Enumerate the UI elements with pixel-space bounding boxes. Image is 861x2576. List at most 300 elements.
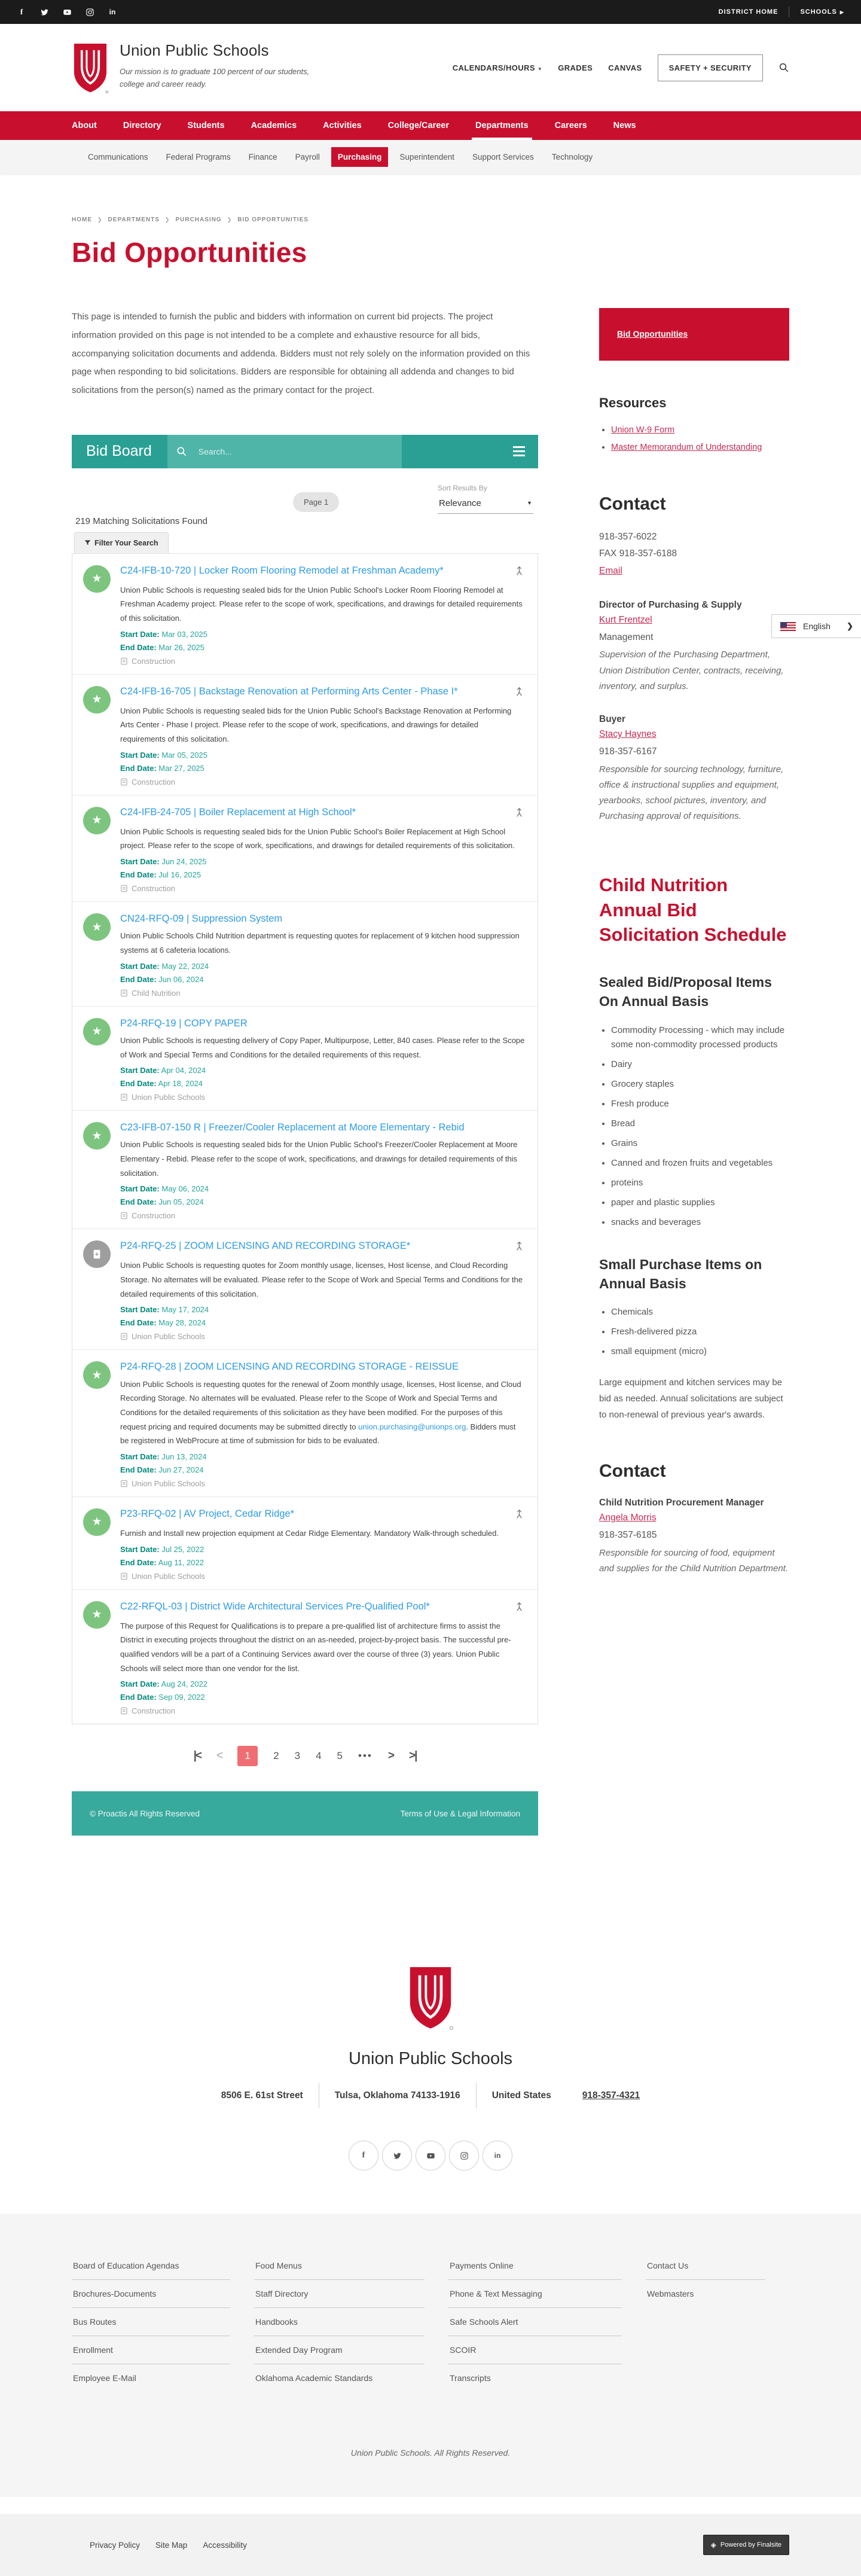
utility-nav-canvas[interactable]	[608, 63, 642, 72]
primary-nav-students[interactable]: Students	[187, 121, 225, 130]
footer-link-extended-day-program[interactable]: Extended Day Program	[254, 2336, 425, 2364]
utility-nav-label: CALENDARS/HOURS	[452, 63, 535, 72]
finalsite-icon: ◈	[710, 2541, 716, 2550]
start-date-label: Start Date:	[120, 629, 160, 639]
bid-start-date	[120, 1452, 526, 1461]
resource-link[interactable]: Master Memorandum of Understanding	[611, 443, 762, 453]
bid-end-date	[120, 870, 526, 879]
primary-nav-departments[interactable]: Departments	[475, 111, 529, 140]
primary-nav-careers[interactable]: Careers	[554, 121, 587, 130]
secondary-nav-superintendent[interactable]: Superintendent	[399, 152, 454, 161]
bid-title-link[interactable]: C24-IFB-24-705 | Boiler Replacement at High School*	[120, 806, 356, 818]
brand-name: Union Public Schools	[120, 41, 269, 59]
footer-link-bus-routes[interactable]: Bus Routes	[72, 2308, 230, 2336]
cn-manager-title: Child Nutrition Procurement Manager	[599, 1497, 764, 1508]
secondary-nav-payroll[interactable]: Payroll	[295, 152, 320, 161]
bid-title-link[interactable]: P24-RFQ-25 | ZOOM LICENSING AND RECORDING STORAGE*	[120, 1240, 411, 1252]
breadcrumb-departments[interactable]: DEPARTMENTS	[108, 217, 160, 223]
previous-page-button[interactable]: <	[216, 1749, 222, 1763]
bid-title-link[interactable]: C22-RFQL-03 | District Wide Architectural Services Pre-Qualified Pool*	[120, 1601, 430, 1612]
resource-item	[611, 440, 789, 455]
footer-link-handbooks[interactable]: Handbooks	[254, 2308, 425, 2336]
footer-link-transcripts[interactable]: Transcripts	[450, 2373, 491, 2383]
utility-nav	[453, 54, 763, 81]
breadcrumb-separator: ❯	[227, 217, 233, 222]
footer-link-staff-directory[interactable]: Staff Directory	[254, 2280, 425, 2308]
bid-category-label: Union Public Schools	[132, 1571, 205, 1581]
bid-start-date	[120, 1545, 526, 1554]
bid-item-body	[120, 685, 526, 786]
powered-label: Powered by Finalsite	[720, 2541, 781, 2549]
bid-start-date	[120, 1679, 526, 1688]
footer-link-board-of-education-agendas[interactable]: Board of Education Agendas	[72, 2252, 230, 2280]
bid-category	[120, 657, 526, 666]
bid-category	[120, 1211, 526, 1220]
start-date-label: Start Date:	[120, 1066, 160, 1075]
secondary-nav-technology[interactable]: Technology	[551, 152, 593, 161]
bid-item-body	[120, 1017, 526, 1102]
end-date-label: End Date:	[120, 1079, 157, 1089]
pagination-ellipsis: •••	[358, 1750, 373, 1762]
bid-start-date	[120, 630, 526, 639]
end-date-value: Mar 26, 2025	[156, 642, 204, 652]
end-date-value: Aug 11, 2022	[156, 1557, 204, 1567]
bid-title-row	[120, 685, 526, 700]
sealed-bid-item: • Commodity Processing - which may include some non-commodity processed products	[611, 1023, 789, 1052]
bid-list-item	[72, 1229, 538, 1350]
bid-end-date	[120, 1079, 526, 1088]
bid-category-label: Construction	[132, 1211, 175, 1221]
bottom-link-site-map[interactable]: Site Map	[155, 2540, 188, 2550]
bid-title-link[interactable]: P24-RFQ-28 | ZOOM LICENSING AND RECORDING STORAGE - REISSUE	[120, 1361, 459, 1373]
bid-title-row	[120, 806, 526, 821]
brand[interactable]	[72, 41, 453, 94]
svg-text:R: R	[106, 91, 108, 94]
footer-link-column	[448, 2252, 646, 2392]
proactis-copyright: © Proactis All Rights Reserved	[90, 1809, 200, 1818]
bid-start-date	[120, 857, 526, 866]
footer-link-scoir[interactable]: SCOIR	[448, 2336, 622, 2364]
content	[72, 308, 853, 1836]
site-footer	[0, 1967, 861, 2576]
footer-link-payments-online[interactable]: Payments Online	[448, 2252, 622, 2280]
brand-text	[120, 41, 317, 91]
bid-list-item	[72, 902, 538, 1007]
footer-phone-link[interactable]: 918-357-4321	[582, 2090, 640, 2101]
cn-manager-description: Responsible for sourcing of food, equipment and supplies for the Child Nutrition Department.	[599, 1547, 788, 1574]
resource-link[interactable]: Union W-9 Form	[611, 425, 675, 435]
bid-title-row	[120, 1600, 526, 1615]
secondary-nav-federal-programs[interactable]: Federal Programs	[166, 152, 231, 161]
footer-link-oklahoma-academic-standards[interactable]: Oklahoma Academic Standards	[255, 2373, 373, 2383]
instagram-icon[interactable]	[85, 7, 94, 17]
bid-board-toolbar	[72, 468, 538, 553]
end-date-label: End Date:	[120, 1557, 157, 1567]
follow-arrow-icon[interactable]	[514, 807, 526, 821]
bid-title-link[interactable]: CN24-RFQ-09 | Suppression System	[120, 913, 283, 924]
bid-start-date	[120, 751, 526, 760]
contact-phone: 918-357-6022	[599, 531, 657, 542]
small-purchase-item: • Fresh-delivered pizza	[611, 1325, 789, 1339]
primary-nav-activities[interactable]: Activities	[323, 121, 362, 130]
start-date-value: Jun 24, 2025	[159, 857, 207, 866]
bid-category	[120, 1332, 526, 1341]
language-label: English	[803, 621, 831, 631]
footer-link-phone-text-messaging[interactable]: Phone & Text Messaging	[448, 2280, 622, 2308]
results-count: 219 Matching Solicitations Found	[75, 516, 207, 526]
start-date-value: Aug 24, 2022	[159, 1679, 207, 1689]
bid-category	[120, 989, 526, 998]
language-selector[interactable]	[771, 614, 861, 638]
small-purchase-heading: Small Purchase Items on Annual Basis	[599, 1256, 762, 1291]
sidebar	[599, 308, 789, 1836]
start-date-value: May 17, 2024	[159, 1305, 209, 1315]
breadcrumb	[72, 173, 789, 223]
bid-description: Union Public Schools Child Nutrition department is requesting quotes for replacement of 9 kitchen hood suppression systems at 6 cafeteria locations.	[120, 931, 520, 955]
top-utility-bar	[0, 0, 861, 24]
follow-arrow-icon[interactable]	[514, 1508, 526, 1523]
star-badge-icon: ★	[83, 1601, 111, 1629]
start-date-label: Start Date:	[120, 1184, 160, 1194]
utility-nav-label: GRADES	[558, 63, 593, 72]
bid-end-date	[120, 1318, 526, 1327]
star-badge-icon: ★	[83, 1122, 111, 1150]
bid-category-label: Construction	[132, 777, 175, 786]
sort-select[interactable]	[438, 492, 533, 514]
primary-nav-academics[interactable]: Academics	[251, 121, 297, 130]
page-indicator-pill: Page 1	[293, 492, 339, 512]
secondary-nav-purchasing[interactable]: Purchasing	[331, 147, 389, 167]
utility-nav-label: SAFETY + SECURITY	[668, 63, 752, 72]
start-date-label: Start Date:	[120, 961, 160, 971]
bid-title-row	[120, 1360, 526, 1373]
chevron-right-icon: ❯	[847, 621, 853, 630]
bid-title-row	[120, 1121, 526, 1134]
bid-title-link[interactable]: P23-RFQ-02 | AV Project, Cedar Ridge*	[120, 1508, 295, 1519]
footer-bottom-links	[90, 2541, 247, 2550]
breadcrumb-home[interactable]: HOME	[72, 217, 92, 223]
bid-start-date	[120, 962, 526, 971]
cn-contact-block	[599, 1496, 789, 1577]
bid-end-date	[120, 1558, 526, 1567]
sealed-bid-item: • Grocery staples	[611, 1077, 789, 1092]
bid-title-link[interactable]: C24-IFB-10-720 | Locker Room Flooring Remodel at Freshman Academy*	[120, 565, 444, 576]
bid-description: Union Public Schools is requesting sealed bids for the Union Public School's Locker Room Flooring Remodel at Freshman Academy project. Please refer to the scope of work, specifications, and drawings for detailed requirements of this solicitation.	[120, 585, 523, 623]
bid-board-widget	[72, 435, 538, 1836]
main-column	[72, 308, 538, 1836]
end-date-label: End Date:	[120, 642, 157, 652]
cn-manager-phone: 918-357-6185	[599, 1529, 657, 1540]
bid-list-item	[72, 1497, 538, 1590]
utility-nav-label: CANVAS	[608, 63, 642, 72]
footer-street: 8506 E. 61st Street	[221, 2090, 303, 2101]
document-badge-icon	[83, 1240, 111, 1268]
topbar-right	[719, 7, 844, 17]
youtube-icon[interactable]	[416, 2141, 445, 2170]
sort-selected-value: Relevance	[439, 498, 481, 508]
bid-end-date	[120, 1693, 526, 1702]
star-badge-icon: ★	[83, 686, 111, 714]
buyer-name-link[interactable]: Stacy Haynes	[599, 729, 657, 740]
bid-list-item	[72, 1590, 538, 1724]
end-date-label: End Date:	[120, 1318, 157, 1328]
resources-list	[611, 423, 789, 456]
bid-category	[120, 1572, 526, 1581]
bottom-link-privacy-policy[interactable]: Privacy Policy	[90, 2540, 141, 2550]
breadcrumb-bid-opportunities[interactable]: BID OPPORTUNITIES	[237, 217, 309, 223]
footer-link-column	[646, 2252, 789, 2392]
follow-arrow-icon[interactable]	[514, 686, 526, 700]
page-number-2[interactable]: 2	[273, 1750, 279, 1762]
end-date-value: May 28, 2024	[156, 1318, 206, 1328]
footer-link-brochures-documents[interactable]: Brochures-Documents	[72, 2280, 230, 2308]
page-number-1[interactable]: 1	[237, 1746, 258, 1766]
bid-item-body	[120, 1600, 526, 1716]
utility-nav-grades[interactable]	[558, 63, 593, 72]
secondary-nav-support-services[interactable]: Support Services	[472, 152, 534, 161]
footer-social-icons	[0, 2141, 861, 2170]
schools-dropdown[interactable]	[800, 8, 844, 16]
bid-board-header	[72, 435, 538, 468]
start-date-value: Mar 03, 2025	[159, 629, 207, 639]
director-name-link[interactable]: Kurt Frentzel	[599, 615, 652, 626]
youtube-icon[interactable]	[62, 7, 72, 17]
email-link[interactable]: Email	[599, 566, 622, 577]
bid-title-link[interactable]: C24-IFB-16-705 | Backstage Renovation at Performing Arts Center - Phase I*	[120, 685, 458, 697]
small-purchase-item: • small equipment (micro)	[611, 1345, 789, 1359]
sealed-bid-item: • Canned and frozen fruits and vegetables	[611, 1156, 789, 1170]
footer-link-food-menus[interactable]: Food Menus	[254, 2252, 425, 2280]
page-number-3[interactable]: 3	[294, 1750, 301, 1762]
bid-title-link[interactable]: C23-IFB-07-150 R | Freezer/Cooler Replacement at Moore Elementary - Rebid	[120, 1122, 465, 1133]
chevron-down-icon: ▼	[537, 66, 543, 72]
bid-title-row	[120, 912, 526, 925]
footer-top	[0, 1967, 861, 2170]
end-date-value: Apr 18, 2024	[156, 1079, 203, 1089]
breadcrumb-purchasing[interactable]: PURCHASING	[175, 217, 222, 223]
sealed-bid-item: • Grains	[611, 1136, 789, 1151]
primary-nav	[0, 111, 861, 140]
primary-nav-about[interactable]: About	[72, 121, 97, 130]
schools-label: SCHOOLS	[800, 8, 837, 16]
union-shield-logo-icon	[407, 1967, 454, 2031]
bid-description: Union Public Schools is requesting quotes for the renewal of Zoom monthly usage, licenses, Host license, and Cloud Recording Storage. No alternates will be evaluated. Please refer to the Scope of Work and Special Terms and Conditions for the detailed requirements of this solicitation as they have been modified. For the purposes of this request pricing and required documents may be submitted directly to union.purchasing@unionps.org. Bidders must be registered in WebProcure at time of submission for bids to be evaluated.	[120, 1379, 521, 1446]
end-date-value: Jun 05, 2024	[156, 1197, 204, 1207]
facebook-icon[interactable]: f	[20, 7, 23, 16]
bid-description: Union Public Schools is requesting sealed bids for the Union Public School's Boiler Replacement at High School project. Please refer to the scope of work, specifications, and drawings for detailed requirements of this solicitation.	[120, 827, 515, 850]
last-page-button[interactable]: >|	[408, 1749, 417, 1763]
primary-nav-news[interactable]: News	[613, 121, 636, 130]
sealed-bid-item: • Fresh produce	[611, 1097, 789, 1111]
follow-arrow-icon[interactable]	[514, 1601, 526, 1615]
primary-nav-college-career[interactable]: College/Career	[387, 121, 449, 130]
sealed-bid-heading: Sealed Bid/Proposal Items On Annual Basis	[599, 974, 772, 1010]
follow-arrow-icon[interactable]	[514, 1240, 526, 1255]
end-date-value: Jun 06, 2024	[156, 974, 204, 984]
next-page-button[interactable]: >	[387, 1749, 393, 1763]
star-badge-icon: ★	[83, 807, 111, 834]
hamburger-menu-icon[interactable]	[513, 446, 525, 456]
bid-board-title: Bid Board	[72, 435, 167, 468]
pagination	[72, 1724, 538, 1791]
contact-fax: FAX 918-357-6188	[599, 548, 677, 559]
footer-link-safe-schools-alert[interactable]: Safe Schools Alert	[448, 2308, 622, 2336]
bid-item-body	[120, 912, 526, 998]
start-date-value: Jun 13, 2024	[159, 1452, 207, 1461]
page-number-4[interactable]: 4	[316, 1750, 322, 1762]
footer-links-section	[0, 2214, 861, 2404]
bid-category-label: Construction	[132, 656, 175, 666]
secondary-nav-finance[interactable]: Finance	[248, 152, 277, 161]
bid-list	[72, 553, 538, 1724]
bid-description: Union Public Schools is requesting sealed bids for the Union Public School's Freezer/Cooler Replacement at Moore Elementary - Rebid. Please refer to the scope of work, specifications, and drawings for detailed requirements of this solicitation.	[120, 1140, 518, 1178]
sealed-bid-item: • Bread	[611, 1117, 789, 1131]
sealed-bid-item: • snacks and beverages	[611, 1215, 789, 1230]
twitter-icon[interactable]	[39, 7, 49, 17]
end-date-value: Sep 09, 2022	[156, 1693, 205, 1702]
chevron-down-icon: ▼	[527, 500, 532, 507]
footer-brand-name: Union Public Schools	[348, 2049, 513, 2069]
search-icon	[176, 446, 188, 458]
bid-title-row	[120, 1017, 526, 1030]
start-date-value: May 22, 2024	[159, 961, 209, 971]
bid-end-date	[120, 1197, 526, 1206]
page-number-5[interactable]: 5	[337, 1750, 343, 1762]
bid-description: The purpose of this Request for Qualifications is to prepare a pre-qualified list of architecture firms to assist the District in executing projects throughout the district on an as-needed, project-by-project basis. The successful pre-qualified vendors will be a part of a Continuing Services award over the course of three (3) years. Union Public Schools will select more than one vendor for the list.	[120, 1621, 511, 1673]
small-purchase-item: • Chemicals	[611, 1305, 789, 1319]
star-badge-icon: ★	[83, 1018, 111, 1045]
bid-list-item	[72, 1111, 538, 1229]
bid-list-item	[72, 795, 538, 902]
footer-link-webmasters[interactable]: Webmasters	[647, 2289, 694, 2299]
instagram-icon[interactable]	[449, 2141, 479, 2170]
start-date-label: Start Date:	[120, 1679, 160, 1689]
bid-board-footer	[72, 1791, 538, 1836]
bid-opportunities-cta[interactable]	[599, 308, 789, 361]
contact-heading-2: Contact	[599, 1461, 666, 1481]
bid-description: Furnish and Install new projection equipment at Cedar Ridge Elementary. Mandatory Walk-through scheduled.	[120, 1528, 499, 1538]
linkedin-icon[interactable]: in	[483, 2141, 512, 2170]
start-date-label: Start Date:	[120, 1544, 160, 1554]
start-date-value: May 06, 2024	[159, 1184, 209, 1194]
cn-manager-name-link[interactable]: Angela Morris	[599, 1513, 657, 1523]
bid-item-body	[120, 806, 526, 893]
sealed-bid-item: • Dairy	[611, 1057, 789, 1072]
chevron-down-icon: ▶	[839, 10, 844, 15]
district-home-link[interactable]: DISTRICT HOME	[718, 8, 778, 16]
union-shield-logo-icon	[72, 44, 109, 94]
end-date-value: Mar 27, 2025	[156, 763, 204, 773]
secondary-nav-communications[interactable]: Communications	[88, 152, 148, 161]
end-date-label: End Date:	[120, 1465, 157, 1474]
breadcrumb-separator: ❯	[164, 217, 170, 222]
follow-arrow-icon[interactable]	[514, 565, 526, 580]
secondary-nav	[0, 140, 861, 173]
sort-control	[438, 484, 533, 514]
buyer-phone: 918-357-6167	[599, 746, 657, 757]
footer-link-column	[72, 2252, 254, 2392]
breadcrumb-separator: ❯	[97, 217, 103, 222]
linkedin-icon[interactable]: in	[109, 8, 116, 16]
facebook-icon[interactable]: f	[349, 2141, 378, 2170]
bid-start-date	[120, 1066, 526, 1075]
footer-link-employee-e-mail[interactable]: Employee E-Mail	[73, 2373, 136, 2383]
site-header	[0, 24, 861, 111]
bid-category-label: Child Nutrition	[132, 988, 181, 998]
utility-nav-calendars-hours[interactable]	[453, 63, 543, 72]
powered-by-finalsite-badge[interactable]	[703, 2535, 789, 2555]
terms-link[interactable]: Terms of Use & Legal Information	[400, 1809, 520, 1818]
footer-link-enrollment[interactable]: Enrollment	[72, 2336, 230, 2364]
bid-list-item	[72, 1350, 538, 1497]
director-role: Management	[599, 632, 654, 642]
bid-start-date	[120, 1305, 526, 1314]
utility-nav-safety-security[interactable]	[658, 54, 763, 81]
bid-title-link[interactable]: P24-RFQ-19 | COPY PAPER	[120, 1017, 248, 1029]
bid-category	[120, 1093, 526, 1102]
start-date-value: Apr 04, 2024	[159, 1066, 206, 1075]
sealed-bid-item: • proteins	[611, 1176, 789, 1190]
end-date-value: Jul 16, 2025	[156, 870, 201, 879]
bid-board-search[interactable]	[167, 435, 402, 468]
end-date-label: End Date:	[120, 870, 157, 879]
sealed-bid-items	[611, 1023, 789, 1230]
footer-bottom-bar	[0, 2514, 861, 2576]
start-date-label: Start Date:	[120, 1305, 160, 1315]
small-purchase-items	[611, 1305, 789, 1359]
director-description: Supervision of the Purchasing Department, Union Distribution Center, contracts, receiving, inventory, and surplus.	[599, 650, 784, 691]
filter-your-search-button[interactable]	[74, 532, 169, 553]
end-date-label: End Date:	[120, 1197, 157, 1207]
bid-title-row	[120, 1507, 526, 1523]
search-icon[interactable]	[778, 62, 789, 73]
bid-end-date	[120, 764, 526, 773]
start-date-label: Start Date:	[120, 857, 160, 866]
bid-list-item	[72, 554, 538, 675]
primary-nav-directory[interactable]: Directory	[123, 121, 161, 130]
bid-category-label: Construction	[132, 884, 175, 893]
bid-category-label: Union Public Schools	[132, 1332, 205, 1342]
brand-mission: Our mission is to graduate 100 percent of our students, college and career ready.	[120, 67, 310, 89]
filter-label: Filter Your Search	[94, 538, 158, 547]
bid-opportunities-cta-link[interactable]: Bid Opportunities	[617, 329, 688, 339]
bottom-link-accessibility[interactable]: Accessibility	[203, 2540, 247, 2550]
bid-title-row	[120, 564, 526, 580]
footer-link-contact-us[interactable]: Contact Us	[646, 2252, 765, 2280]
first-page-button[interactable]: |<	[193, 1749, 201, 1763]
start-date-value: Mar 05, 2025	[159, 750, 207, 760]
bid-list-item	[72, 675, 538, 795]
resources-heading: Resources	[599, 395, 667, 410]
twitter-icon[interactable]	[382, 2141, 412, 2170]
contact-heading: Contact	[599, 493, 666, 514]
footer-link-column	[254, 2252, 448, 2392]
bid-board-header-right	[402, 435, 538, 468]
bid-item-body	[120, 1121, 526, 1220]
email-link[interactable]: union.purchasing@unionps.org	[358, 1422, 466, 1431]
bid-category	[120, 778, 526, 786]
footer-country: United States	[491, 2090, 551, 2101]
filter-funnel-icon	[84, 539, 91, 546]
footer-address	[0, 2083, 861, 2108]
director-title: Director of Purchasing & Supply	[599, 599, 742, 610]
bid-description: Union Public Schools is requesting sealed bids for the Union Public School's Backstage Renovation at Performing Arts Center - Phase I project. Please refer to the scope of work, specifications, and drawings for detailed requirements of this solicitation.	[120, 706, 512, 744]
bid-category	[120, 1479, 526, 1488]
bid-description: Union Public Schools is requesting quotes for Zoom monthly usage, licenses, Host license, and Cloud Recording Storage. No alternates will be evaluated. Please refer to the Scope of Work and Special Terms and Conditions for the detailed requirements of this solicitation.	[120, 1261, 523, 1298]
bid-title-row	[120, 1239, 526, 1255]
footer-city: Tulsa, Oklahoma 74133-1916	[334, 2090, 460, 2101]
topbar-social-icons	[17, 7, 117, 17]
